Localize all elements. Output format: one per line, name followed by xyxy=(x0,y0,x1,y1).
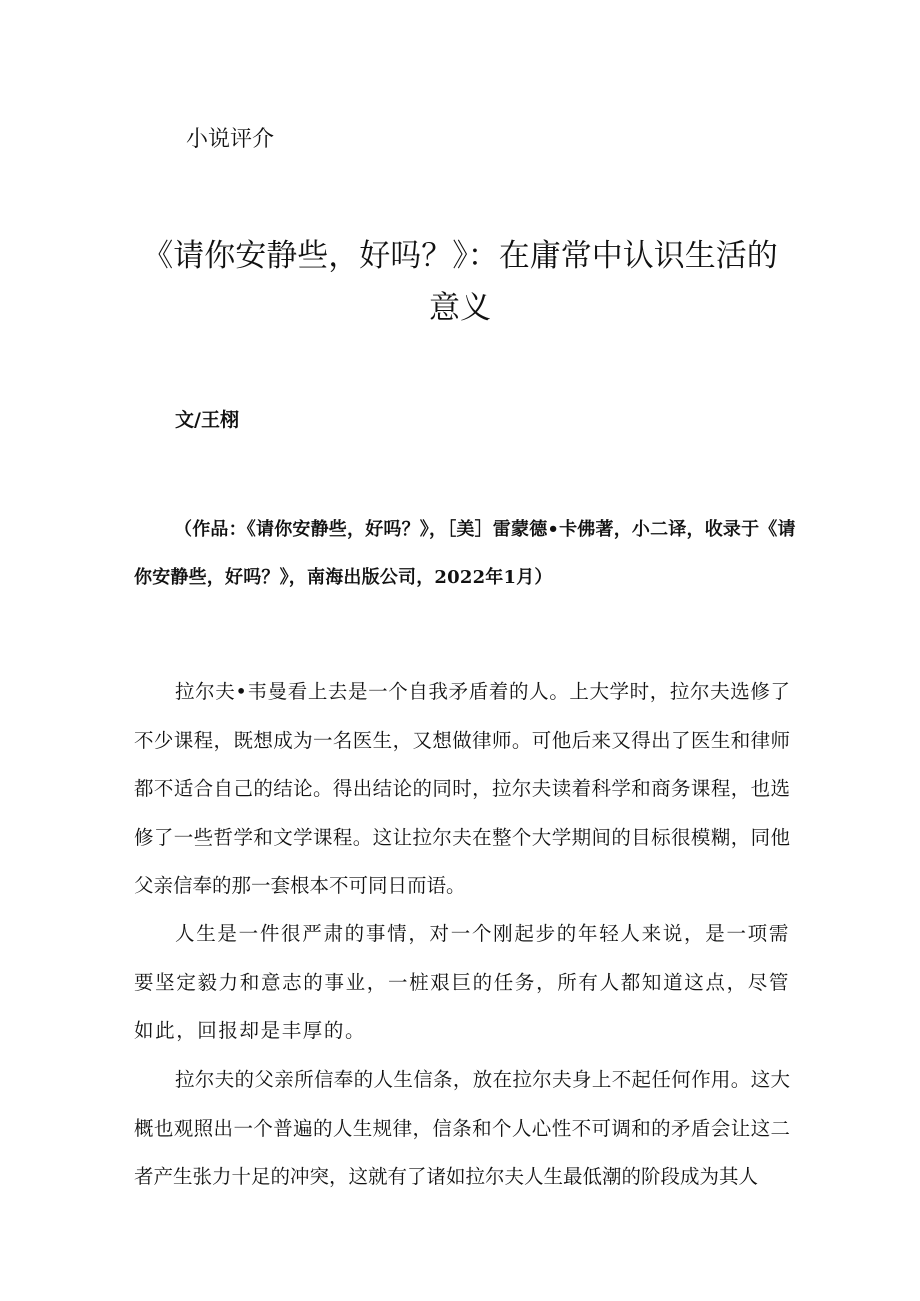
body-paragraph: 拉尔夫•韦曼看上去是一个自我矛盾着的人。上大学时，拉尔夫选修了不少课程，既想成为一名医生，又想做律师。可他后来又得出了医生和律师都不适合自己的结论。得出结论的同时，拉尔夫读着科学和商务课程，也选修了一些哲学和文学课程。这让拉尔夫在整个大学期间的目标很模糊，同他父亲信奉的那一套根本不可同日而语。 xyxy=(134,680,790,897)
category-label: 小说评介 xyxy=(186,127,275,152)
work-citation: （作品：《请你安静些，好吗？》，［美］雷蒙德•卡佛著，小二译，收录于《请你安静些，好吗？》，南海出版公司，2022年1月） xyxy=(134,519,796,588)
author-byline: 文/王栩 xyxy=(175,409,239,431)
body-paragraph-quote: 人生是一件很严肃的事情，对一个刚起步的年轻人来说，是一项需要坚定毅力和意志的事业，一桩艰巨的任务，所有人都知道这点，尽管如此，回报却是丰厚的。 xyxy=(134,922,790,1042)
body-paragraph: 拉尔夫的父亲所信奉的人生信条，放在拉尔夫身上不起任何作用。这大概也观照出一个普遍的人生规律，信条和个人心性不可调和的矛盾会让这二者产生张力十足的冲突，这就有了诸如拉尔夫人生最低潮的阶段成为其人 xyxy=(134,1068,790,1188)
article-title: 《请你安静些，好吗？》：在庸常中认识生活的意义 xyxy=(142,238,778,326)
